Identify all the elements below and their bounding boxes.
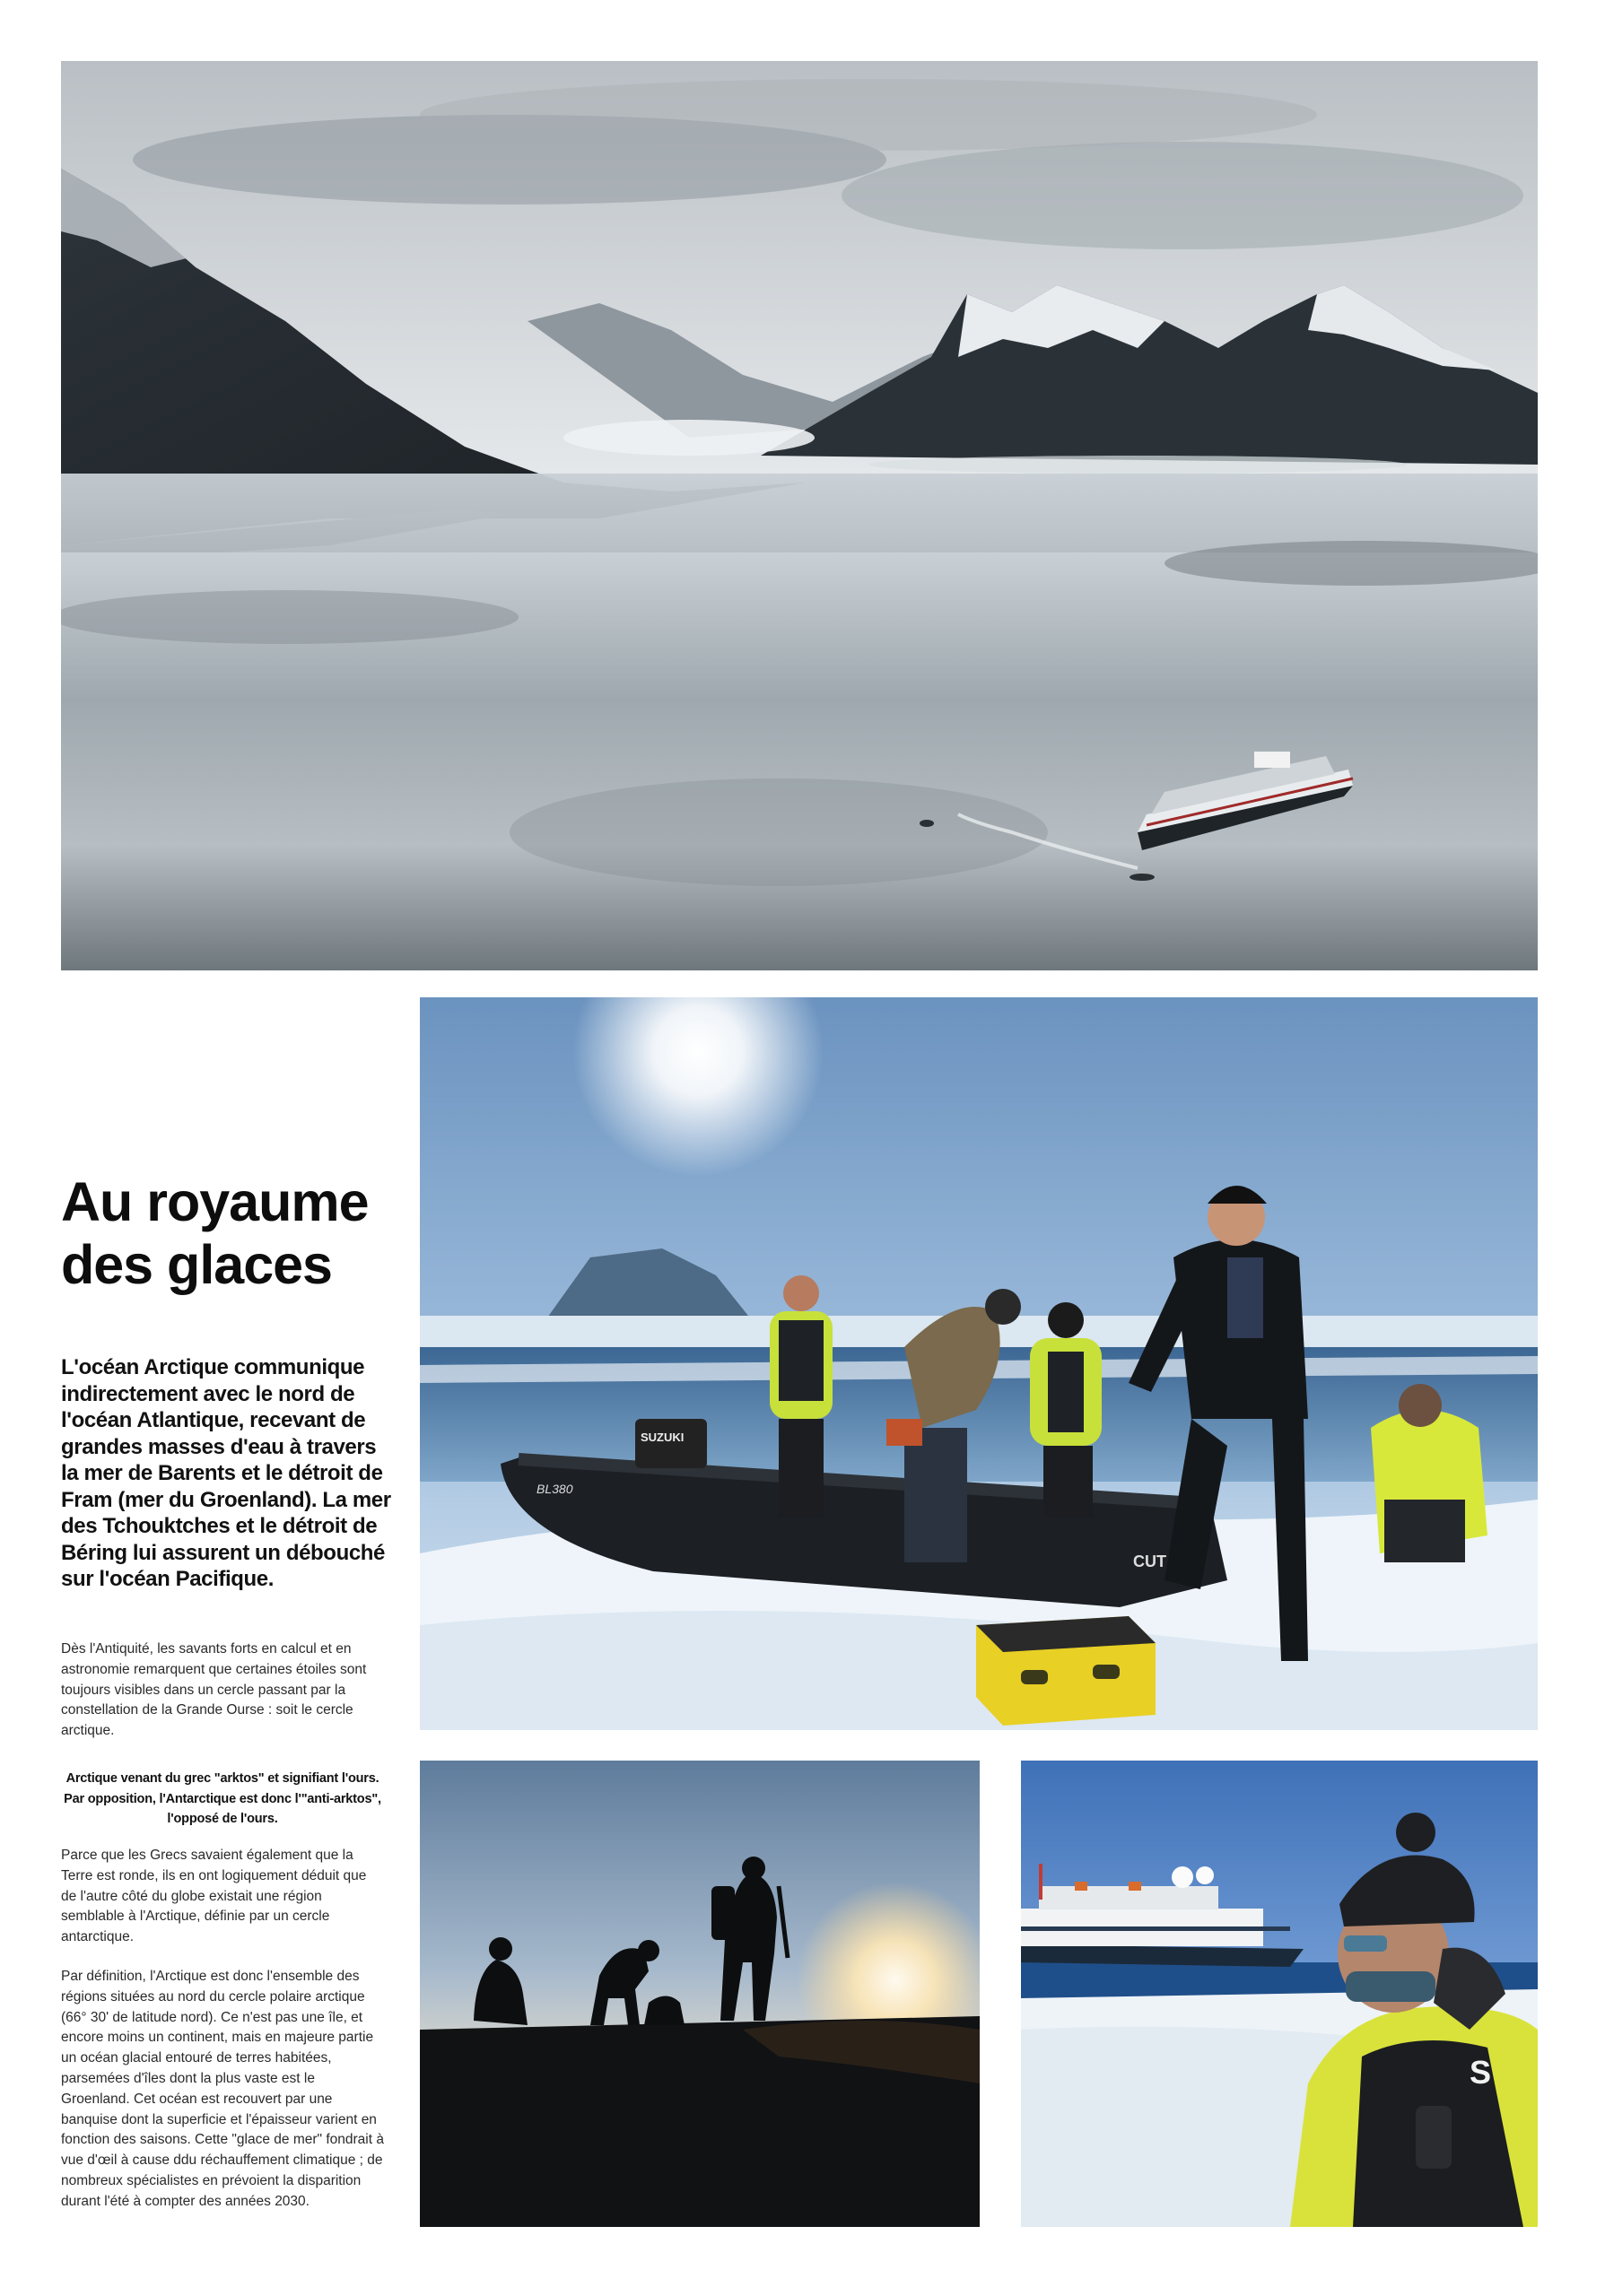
svg-text:BL380: BL380 bbox=[536, 1482, 573, 1496]
article-lede: L'océan Arctique communique indirectement avec le nord de l'océan Atlantique, recevant de grandes masses d'eau à travers la mer de Barents et le détroit de Fram (mer du Groenland). La mer des Tchouktches et le détroit de Béring lui assurent un débouché sur l'océan Pacifique. bbox=[61, 1355, 391, 1591]
svg-text:S: S bbox=[1470, 2054, 1492, 2091]
body-paragraph-1: Dès l'Antiquité, les savants forts en calcul et en astronomie remarquent que certaines étoiles sont toujours visibles dans un cercle passant par la constellation de la Grande Ourse : soit le cercle arctique. bbox=[61, 1641, 367, 1739]
boat-label: CUT bbox=[1133, 1552, 1166, 1570]
engine-label: SUZUKI bbox=[641, 1431, 685, 1444]
photo-zodiac-ice bbox=[420, 997, 1538, 1730]
pull-quote: Arctique venant du grec "arktos" et signifiant l'ours. Par opposition, l'Antarctique est donc l'"anti-arktos", l'opposé de l'ours. bbox=[64, 1771, 381, 1826]
body-paragraph-3: Par définition, l'Arctique est donc l'ensemble des régions situées au nord du cercle polaire arctique (66° 30' de latitude nord). Ce n'est pas une île, et encore moins un continent, mais en majeure partie un océan glacial entouré de terres habitées, parsemées d'îles dont la plus vaste est le Groenland. Cet océan est recouvert par une banquise dont la superficie et l'épaisseur varient en fonction des saisons. Cette "glace de mer" fondrait à vue d'œil à cause ddu réchauffement climatique ; de nombreux spécialistes en prévoient la disparition durant l'été à compter des années 2030. bbox=[61, 1969, 384, 2209]
article-title: Au royaume des glaces bbox=[61, 1171, 369, 1295]
body-paragraph-2: Parce que les Grecs savaient également que la Terre est ronde, ils en ont logiquement déduit que de l'autre côté du globe existait une région semblable à l'Arctique, définie par un cercle antarctique. bbox=[61, 1848, 367, 1945]
photo-fjord-ship bbox=[61, 61, 1538, 970]
photo-portrait-ship bbox=[1021, 1761, 1538, 2227]
photo-silhouettes-sunset bbox=[420, 1761, 980, 2227]
